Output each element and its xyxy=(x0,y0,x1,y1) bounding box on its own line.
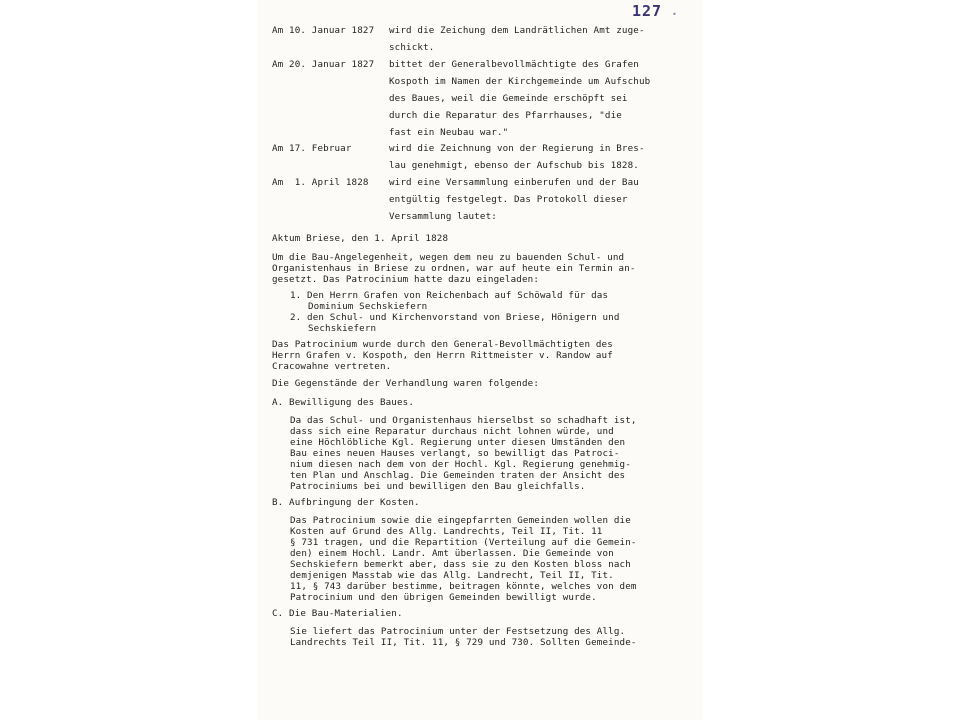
paragraph-line: Herrn Grafen v. Kospoth, den Herrn Rittmeister v. Randow auf xyxy=(272,350,613,361)
list-item: Sechskiefern xyxy=(308,323,377,334)
section-heading: A. Bewilligung des Baues. xyxy=(272,397,415,408)
list-item: 1. Den Herrn Grafen von Reichenbach auf Schöwald für das xyxy=(290,290,609,301)
section-line: Sie liefert das Patrocinium unter der Festsetzung des Allg. xyxy=(290,626,626,637)
entry-text: fast ein Neubau war." xyxy=(389,127,509,138)
section-heading: B. Aufbringung der Kosten. xyxy=(272,497,420,508)
section-line: den) einem Hochl. Landr. Amt überlassen. Die Gemeinde von xyxy=(290,548,614,559)
entry-text: wird die Zeichung dem Landrätlichen Amt zuge- xyxy=(389,25,645,36)
section-line: dass sich eine Reparatur durchaus nicht lohnen würde, und xyxy=(290,426,614,437)
section-heading: C. Die Bau-Materialien. xyxy=(272,608,403,619)
entry-date: Am 20. Januar 1827 xyxy=(272,59,375,70)
entry-text: Kospoth im Namen der Kirchgemeinde um Aufschub xyxy=(389,76,651,87)
section-line: Landrechts Teil II, Tit. 11, § 729 und 730. Sollten Gemeinde- xyxy=(290,637,637,648)
section-line: Patrocinium und den übrigen Gemeinden bewilligt wurde. xyxy=(290,592,597,603)
section-line: Patrociniums bei und bewilligen den Bau gleichfalls. xyxy=(290,481,586,492)
entry-text: entgültig festgelegt. Das Protokoll dieser xyxy=(389,194,628,205)
entry-text: schickt. xyxy=(389,42,435,53)
page-number-mark: • xyxy=(672,10,677,19)
entry-text: durch die Reparatur des Pfarrhauses, "die xyxy=(389,110,622,121)
entry-date: Am 1. April 1828 xyxy=(272,177,369,188)
paragraph-line: Um die Bau-Angelegenheit, wegen dem neu zu bauenden Schul- und xyxy=(272,252,625,263)
entry-text: wird die Zeichnung von der Regierung in Bres- xyxy=(389,143,645,154)
section-line: eine Höchlöbliche Kgl. Regierung unter diesen Umständen den xyxy=(290,437,626,448)
section-line: demjenigen Masstab wie das Allg. Landrecht, Teil II, Tit. xyxy=(290,570,614,581)
paragraph-line: Organistenhaus in Briese zu ordnen, war auf heute ein Termin an- xyxy=(272,263,636,274)
entry-text: bittet der Generalbevollmächtigte des Grafen xyxy=(389,59,639,70)
section-line: ten Plan und Anschlag. Die Gemeinden traten der Ansicht des xyxy=(290,470,626,481)
section-line: Da das Schul- und Organistenhaus hierselbst so schadhaft ist, xyxy=(290,415,637,426)
section-line: nium diesen nach dem von der Hochl. Kgl. Regierung genehmig- xyxy=(290,459,631,470)
section-line: Sechskiefern bemerkt aber, dass sie zu den Kosten bloss nach xyxy=(290,559,631,570)
section-line: § 731 tragen, und die Repartition (Verteilung auf die Gemein- xyxy=(290,537,637,548)
entry-date: Am 10. Januar 1827 xyxy=(272,25,375,36)
paragraph-line: gesetzt. Das Patrocinium hatte dazu eingeladen: xyxy=(272,274,540,285)
protocol-heading: Aktum Briese, den 1. April 1828 xyxy=(272,233,449,244)
section-line: 11, § 743 darüber bestimme, beitragen könnte, welches von dem xyxy=(290,581,637,592)
entry-text: lau genehmigt, ebenso der Aufschub bis 1828. xyxy=(389,160,639,171)
entry-text: wird eine Versammlung einberufen und der Bau xyxy=(389,177,639,188)
entry-date: Am 17. Februar xyxy=(272,143,352,154)
list-item: 2. den Schul- und Kirchenvorstand von Briese, Hönigern und xyxy=(290,312,620,323)
section-line: Kosten auf Grund des Allg. Landrechts, Teil II, Tit. 11 xyxy=(290,526,603,537)
entry-text: Versammlung lautet: xyxy=(389,211,497,222)
paragraph-line: Cracowahne vertreten. xyxy=(272,361,392,372)
section-line: Bau eines neuen Hauses verlangt, so bewilligt das Patroci- xyxy=(290,448,620,459)
paragraph-line: Die Gegenstände der Verhandlung waren folgende: xyxy=(272,378,540,389)
section-line: Das Patrocinium sowie die eingepfarrten Gemeinden wollen die xyxy=(290,515,631,526)
paragraph-line: Das Patrocinium wurde durch den General-Bevollmächtigten des xyxy=(272,339,613,350)
list-item: Dominium Sechskiefern xyxy=(308,301,428,312)
entry-text: des Baues, weil die Gemeinde erschöpft sei xyxy=(389,93,628,104)
page-number: 127 xyxy=(632,2,663,20)
